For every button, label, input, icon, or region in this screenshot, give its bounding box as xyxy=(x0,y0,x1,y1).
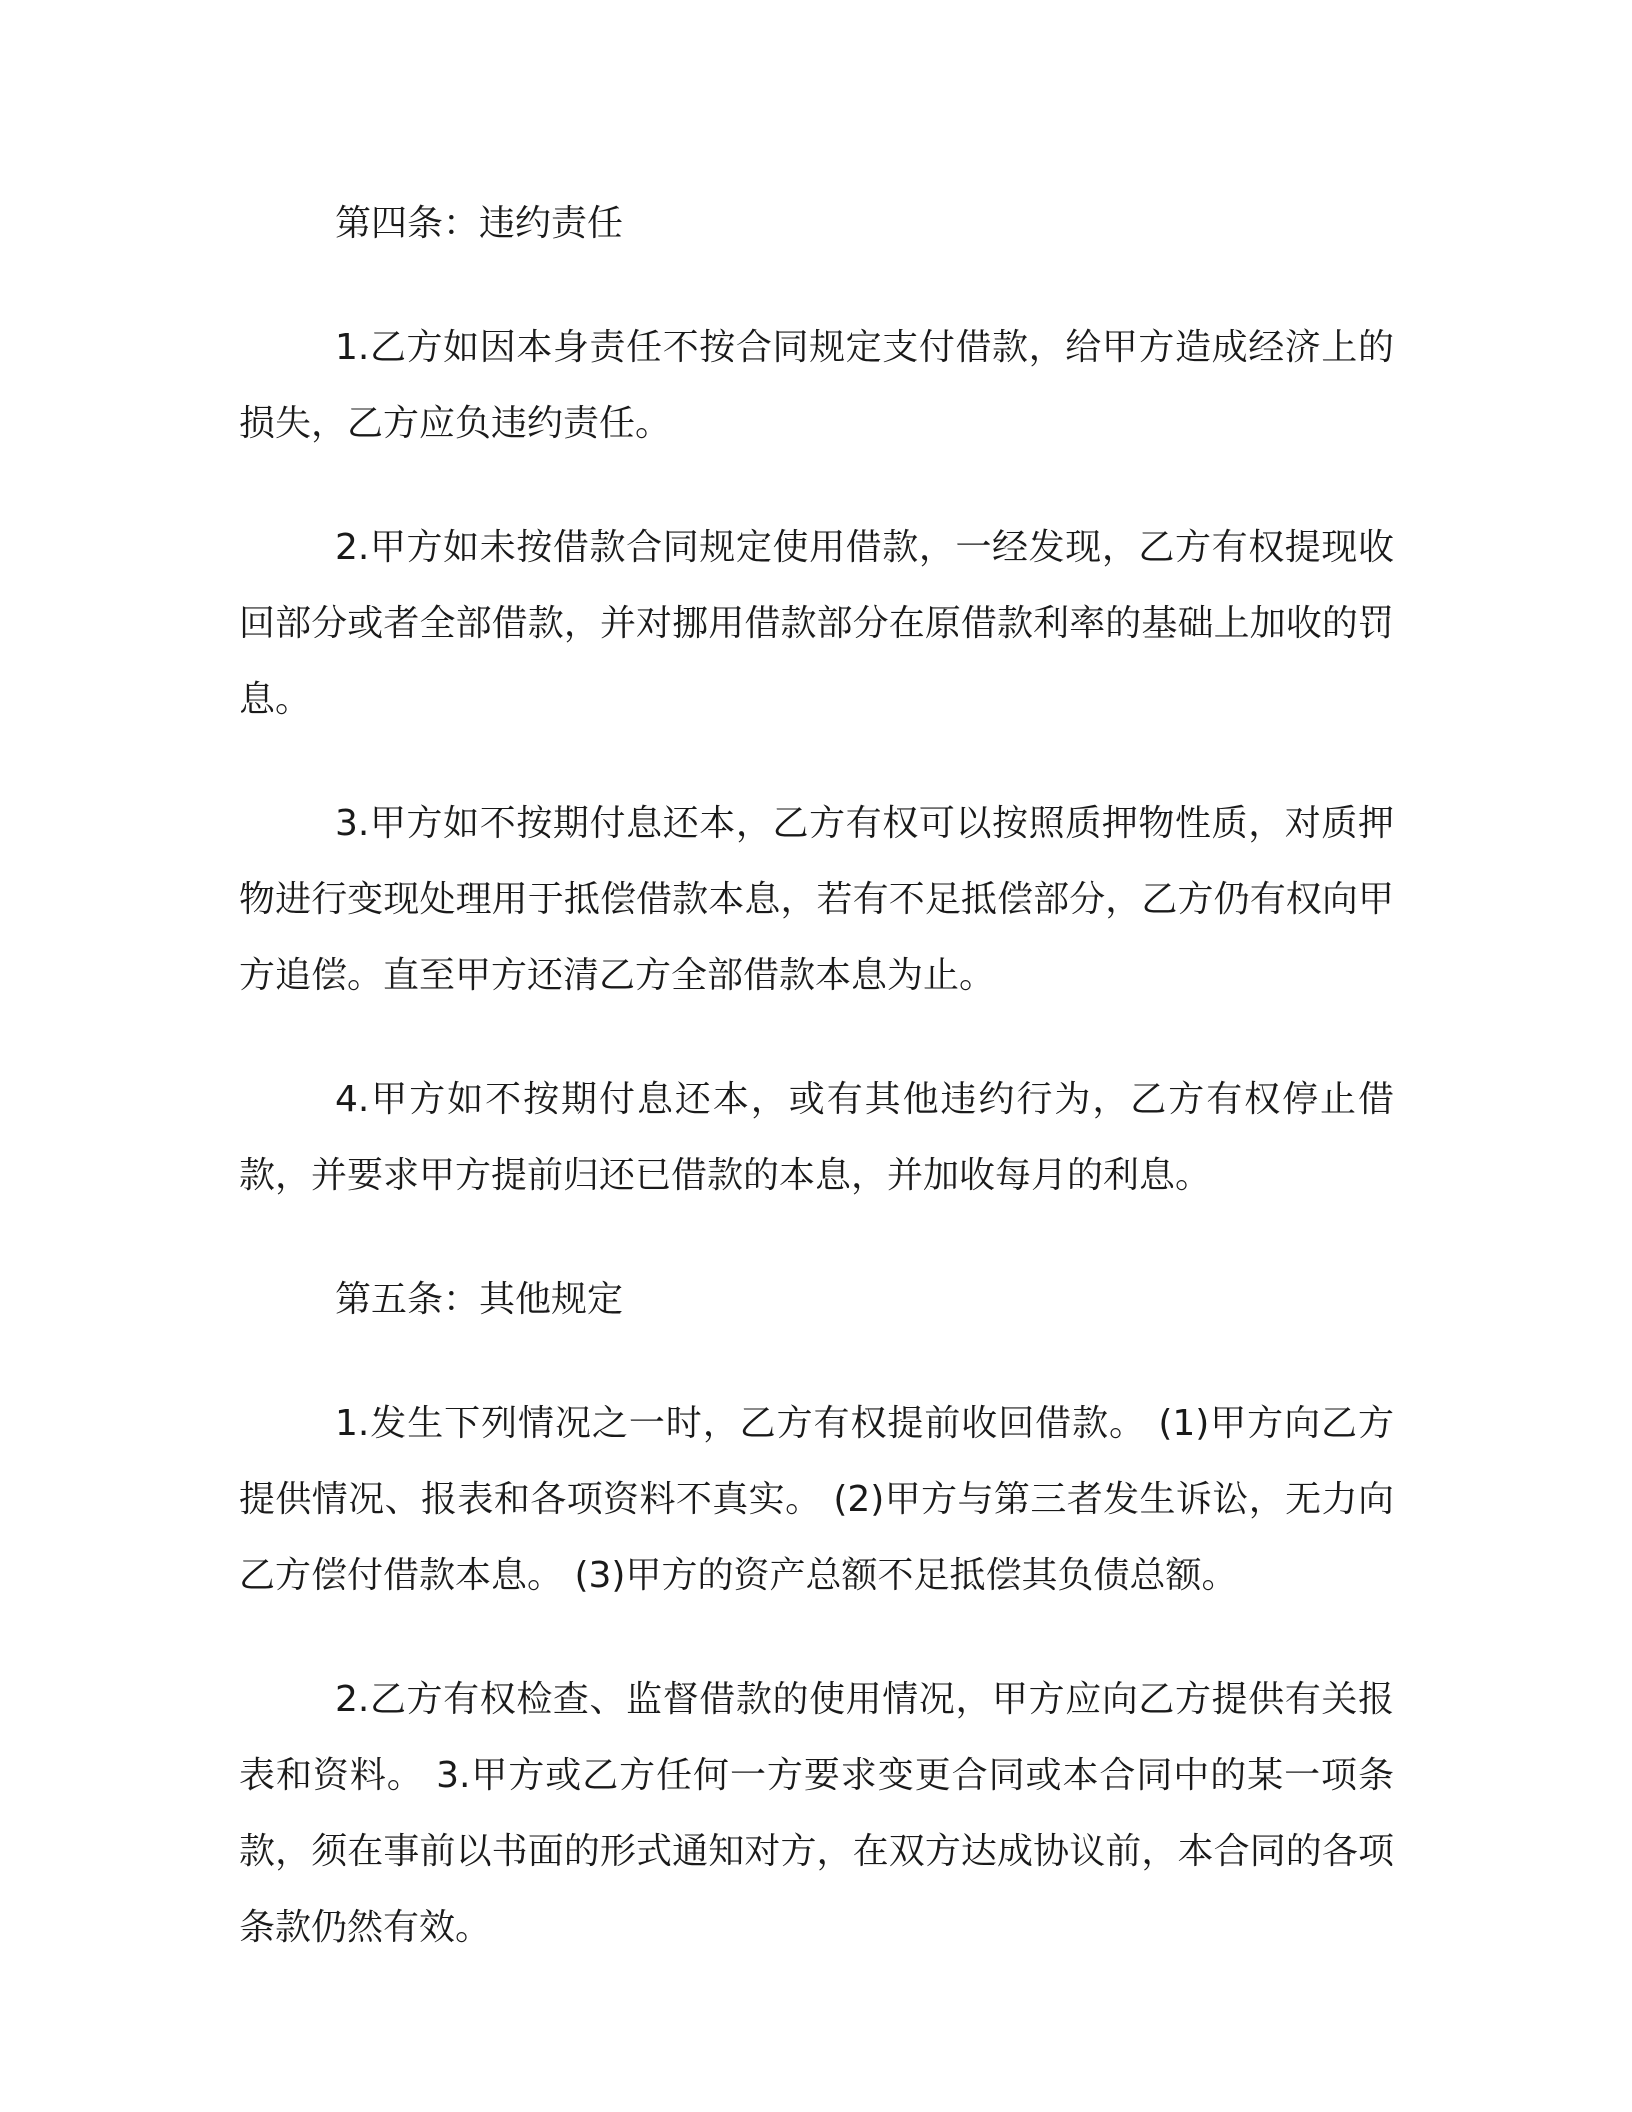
article-5-item-2: 2.乙方有权检查、监督借款的使用情况，甲方应向乙方提供有关报表和资料。 3.甲方或乙方任何一方要求变更合同或本合同中的某一项条款，须在事前以书面的形式通知对方，在双方达成协议前，本合同的各项条款仍然有效。 xyxy=(239,1679,1394,1948)
document-body xyxy=(239,186,1394,2014)
article-4-heading: 第四条：违约责任 xyxy=(335,203,624,244)
article-5-item-1: 1.发生下列情况之一时，乙方有权提前收回借款。 (1)甲方向乙方提供情况、报表和各项资料不真实。 (2)甲方与第三者发生诉讼，无力向乙方偿付借款本息。 (3)甲方的资产总额不足抵偿其负债总额。 xyxy=(239,1403,1394,1596)
article-4-item-3: 3.甲方如不按期付息还本，乙方有权可以按照质押物性质，对质押物进行变现处理用于抵偿借款本息，若有不足抵偿部分，乙方仍有权向甲方追偿。直至甲方还清乙方全部借款本息为止。 xyxy=(239,803,1394,996)
article-4-item-1: 1.乙方如因本身责任不按合同规定支付借款，给甲方造成经济上的损失，乙方应负违约责任。 xyxy=(239,327,1394,444)
article-4-item-4: 4.甲方如不按期付息还本，或有其他违约行为，乙方有权停止借款，并要求甲方提前归还已借款的本息，并加收每月的利息。 xyxy=(239,1079,1394,1196)
article-5-heading: 第五条：其他规定 xyxy=(335,1279,624,1320)
article-4-item-2: 2.甲方如未按借款合同规定使用借款，一经发现，乙方有权提现收回部分或者全部借款，并对挪用借款部分在原借款利率的基础上加收的罚息。 xyxy=(239,527,1394,720)
